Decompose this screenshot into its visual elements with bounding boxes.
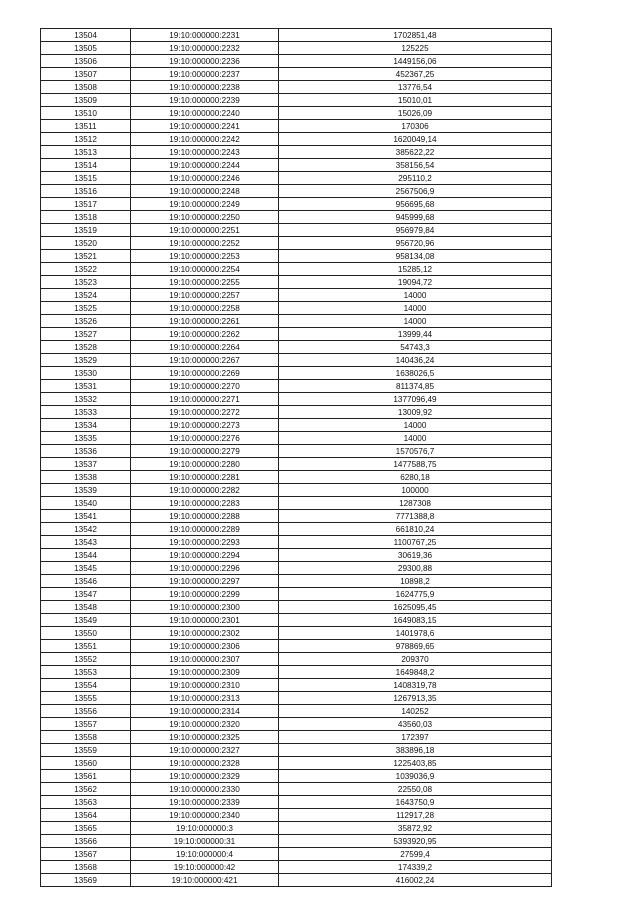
row-number-cell: 13509 bbox=[41, 94, 131, 107]
table-row bbox=[41, 81, 552, 94]
table-row bbox=[41, 562, 552, 575]
row-number-cell: 13517 bbox=[41, 198, 131, 211]
value-cell: 1449156,06 bbox=[279, 55, 552, 68]
table-row bbox=[41, 302, 552, 315]
cadastral-number-cell: 19:10:000000:2237 bbox=[131, 68, 279, 81]
table-row bbox=[41, 575, 552, 588]
row-number-cell: 13562 bbox=[41, 783, 131, 796]
cadastral-number-cell: 19:10:000000:2240 bbox=[131, 107, 279, 120]
row-number-cell: 13519 bbox=[41, 224, 131, 237]
row-number-cell: 13524 bbox=[41, 289, 131, 302]
table-row bbox=[41, 536, 552, 549]
table-row bbox=[41, 588, 552, 601]
value-cell: 174339,2 bbox=[279, 861, 552, 874]
table-row bbox=[41, 198, 552, 211]
table-row bbox=[41, 614, 552, 627]
value-cell: 1100767,25 bbox=[279, 536, 552, 549]
cadastral-number-cell: 19:10:000000:2243 bbox=[131, 146, 279, 159]
cadastral-number-cell: 19:10:000000:2249 bbox=[131, 198, 279, 211]
row-number-cell: 13533 bbox=[41, 406, 131, 419]
row-number-cell: 13532 bbox=[41, 393, 131, 406]
row-number-cell: 13538 bbox=[41, 471, 131, 484]
value-cell: 1624775,9 bbox=[279, 588, 552, 601]
table-row bbox=[41, 276, 552, 289]
cadastral-number-cell: 19:10:000000:2270 bbox=[131, 380, 279, 393]
row-number-cell: 13557 bbox=[41, 718, 131, 731]
cadastral-number-cell: 19:10:000000:2329 bbox=[131, 770, 279, 783]
table-row bbox=[41, 796, 552, 809]
value-cell: 30619,36 bbox=[279, 549, 552, 562]
value-cell: 13776,54 bbox=[279, 81, 552, 94]
value-cell: 1649083,15 bbox=[279, 614, 552, 627]
table-row bbox=[41, 237, 552, 250]
row-number-cell: 13553 bbox=[41, 666, 131, 679]
row-number-cell: 13541 bbox=[41, 510, 131, 523]
value-cell: 6280,18 bbox=[279, 471, 552, 484]
value-cell: 1638026,5 bbox=[279, 367, 552, 380]
cadastral-number-cell: 19:10:000000:2327 bbox=[131, 744, 279, 757]
cadastral-number-cell: 19:10:000000:2280 bbox=[131, 458, 279, 471]
cadastral-number-cell: 19:10:000000:2238 bbox=[131, 81, 279, 94]
cadastral-number-cell: 19:10:000000:2299 bbox=[131, 588, 279, 601]
cadastral-number-cell: 19:10:000000:2255 bbox=[131, 276, 279, 289]
table-row bbox=[41, 29, 552, 42]
value-cell: 956720,96 bbox=[279, 237, 552, 250]
value-cell: 13009,92 bbox=[279, 406, 552, 419]
table-row bbox=[41, 458, 552, 471]
row-number-cell: 13537 bbox=[41, 458, 131, 471]
table-row bbox=[41, 809, 552, 822]
cadastral-number-cell: 19:10:000000:2248 bbox=[131, 185, 279, 198]
table-row bbox=[41, 627, 552, 640]
table-row bbox=[41, 666, 552, 679]
value-cell: 956979,84 bbox=[279, 224, 552, 237]
value-cell: 1643750,9 bbox=[279, 796, 552, 809]
value-cell: 1570576,7 bbox=[279, 445, 552, 458]
value-cell: 209370 bbox=[279, 653, 552, 666]
cadastral-number-cell: 19:10:000000:421 bbox=[131, 874, 279, 887]
cadastral-number-cell: 19:10:000000:2281 bbox=[131, 471, 279, 484]
table-row bbox=[41, 146, 552, 159]
table-row bbox=[41, 315, 552, 328]
row-number-cell: 13545 bbox=[41, 562, 131, 575]
row-number-cell: 13507 bbox=[41, 68, 131, 81]
row-number-cell: 13523 bbox=[41, 276, 131, 289]
row-number-cell: 13516 bbox=[41, 185, 131, 198]
row-number-cell: 13564 bbox=[41, 809, 131, 822]
cadastral-number-cell: 19:10:000000:2309 bbox=[131, 666, 279, 679]
value-cell: 416002,24 bbox=[279, 874, 552, 887]
row-number-cell: 13520 bbox=[41, 237, 131, 250]
row-number-cell: 13555 bbox=[41, 692, 131, 705]
table-row bbox=[41, 185, 552, 198]
table-row bbox=[41, 757, 552, 770]
row-number-cell: 13529 bbox=[41, 354, 131, 367]
cadastral-number-cell: 19:10:000000:2297 bbox=[131, 575, 279, 588]
table-row bbox=[41, 640, 552, 653]
cadastral-number-cell: 19:10:000000:2273 bbox=[131, 419, 279, 432]
table-row bbox=[41, 497, 552, 510]
table-row bbox=[41, 731, 552, 744]
cadastral-number-cell: 19:10:000000:2252 bbox=[131, 237, 279, 250]
cadastral-number-cell: 19:10:000000:2294 bbox=[131, 549, 279, 562]
value-cell: 140436,24 bbox=[279, 354, 552, 367]
row-number-cell: 13505 bbox=[41, 42, 131, 55]
cadastral-number-cell: 19:10:000000:2328 bbox=[131, 757, 279, 770]
cadastral-number-cell: 19:10:000000:2251 bbox=[131, 224, 279, 237]
cadastral-number-cell: 19:10:000000:2246 bbox=[131, 172, 279, 185]
table-row bbox=[41, 549, 552, 562]
table-row bbox=[41, 705, 552, 718]
cadastral-number-cell: 19:10:000000:2253 bbox=[131, 250, 279, 263]
value-cell: 7771388,8 bbox=[279, 510, 552, 523]
value-cell: 1625095,45 bbox=[279, 601, 552, 614]
row-number-cell: 13568 bbox=[41, 861, 131, 874]
table-row bbox=[41, 159, 552, 172]
value-cell: 811374,85 bbox=[279, 380, 552, 393]
row-number-cell: 13514 bbox=[41, 159, 131, 172]
row-number-cell: 13549 bbox=[41, 614, 131, 627]
row-number-cell: 13515 bbox=[41, 172, 131, 185]
cadastral-number-cell: 19:10:000000:4 bbox=[131, 848, 279, 861]
cadastral-number-cell: 19:10:000000:2231 bbox=[131, 29, 279, 42]
cadastral-number-cell: 19:10:000000:2325 bbox=[131, 731, 279, 744]
table-row bbox=[41, 354, 552, 367]
row-number-cell: 13554 bbox=[41, 679, 131, 692]
value-cell: 19094,72 bbox=[279, 276, 552, 289]
row-number-cell: 13534 bbox=[41, 419, 131, 432]
table-row bbox=[41, 861, 552, 874]
row-number-cell: 13512 bbox=[41, 133, 131, 146]
cadastral-number-cell: 19:10:000000:2339 bbox=[131, 796, 279, 809]
table-row bbox=[41, 107, 552, 120]
cadastral-number-cell: 19:10:000000:2330 bbox=[131, 783, 279, 796]
cadastral-number-cell: 19:10:000000:2250 bbox=[131, 211, 279, 224]
cadastral-number-cell: 19:10:000000:2254 bbox=[131, 263, 279, 276]
value-cell: 1225403,85 bbox=[279, 757, 552, 770]
cadastral-number-cell: 19:10:000000:2264 bbox=[131, 341, 279, 354]
row-number-cell: 13506 bbox=[41, 55, 131, 68]
table-row bbox=[41, 68, 552, 81]
value-cell: 100000 bbox=[279, 484, 552, 497]
table-row bbox=[41, 341, 552, 354]
value-cell: 15285,12 bbox=[279, 263, 552, 276]
cadastral-number-cell: 19:10:000000:2282 bbox=[131, 484, 279, 497]
value-cell: 1702851,48 bbox=[279, 29, 552, 42]
cadastral-number-cell: 19:10:000000:2239 bbox=[131, 94, 279, 107]
value-cell: 661810,24 bbox=[279, 523, 552, 536]
row-number-cell: 13550 bbox=[41, 627, 131, 640]
row-number-cell: 13556 bbox=[41, 705, 131, 718]
table-row bbox=[41, 783, 552, 796]
cadastral-number-cell: 19:10:000000:2267 bbox=[131, 354, 279, 367]
cadastral-number-cell: 19:10:000000:2289 bbox=[131, 523, 279, 536]
value-cell: 1649848,2 bbox=[279, 666, 552, 679]
table-row bbox=[41, 523, 552, 536]
value-cell: 945999,68 bbox=[279, 211, 552, 224]
cadastral-number-cell: 19:10:000000:2257 bbox=[131, 289, 279, 302]
row-number-cell: 13559 bbox=[41, 744, 131, 757]
cadastral-number-cell: 19:10:000000:42 bbox=[131, 861, 279, 874]
cadastral-number-cell: 19:10:000000:2262 bbox=[131, 328, 279, 341]
value-cell: 295110,2 bbox=[279, 172, 552, 185]
row-number-cell: 13525 bbox=[41, 302, 131, 315]
row-number-cell: 13542 bbox=[41, 523, 131, 536]
table-row bbox=[41, 211, 552, 224]
row-number-cell: 13510 bbox=[41, 107, 131, 120]
row-number-cell: 13508 bbox=[41, 81, 131, 94]
table-row bbox=[41, 471, 552, 484]
row-number-cell: 13518 bbox=[41, 211, 131, 224]
row-number-cell: 13528 bbox=[41, 341, 131, 354]
value-cell: 978869,65 bbox=[279, 640, 552, 653]
cadastral-number-cell: 19:10:000000:2283 bbox=[131, 497, 279, 510]
table-row bbox=[41, 263, 552, 276]
table-row bbox=[41, 835, 552, 848]
row-number-cell: 13522 bbox=[41, 263, 131, 276]
row-number-cell: 13536 bbox=[41, 445, 131, 458]
cadastral-number-cell: 19:10:000000:2276 bbox=[131, 432, 279, 445]
row-number-cell: 13544 bbox=[41, 549, 131, 562]
value-cell: 10898,2 bbox=[279, 575, 552, 588]
table-row bbox=[41, 42, 552, 55]
value-cell: 1267913,35 bbox=[279, 692, 552, 705]
cadastral-number-cell: 19:10:000000:3 bbox=[131, 822, 279, 835]
row-number-cell: 13558 bbox=[41, 731, 131, 744]
cadastral-number-cell: 19:10:000000:2232 bbox=[131, 42, 279, 55]
row-number-cell: 13569 bbox=[41, 874, 131, 887]
value-cell: 14000 bbox=[279, 315, 552, 328]
value-cell: 170306 bbox=[279, 120, 552, 133]
row-number-cell: 13566 bbox=[41, 835, 131, 848]
cadastral-number-cell: 19:10:000000:2244 bbox=[131, 159, 279, 172]
cadastral-number-cell: 19:10:000000:2302 bbox=[131, 627, 279, 640]
cadastral-number-cell: 19:10:000000:2307 bbox=[131, 653, 279, 666]
value-cell: 14000 bbox=[279, 432, 552, 445]
table-row bbox=[41, 484, 552, 497]
row-number-cell: 13567 bbox=[41, 848, 131, 861]
table-row bbox=[41, 744, 552, 757]
row-number-cell: 13563 bbox=[41, 796, 131, 809]
row-number-cell: 13504 bbox=[41, 29, 131, 42]
value-cell: 112917,28 bbox=[279, 809, 552, 822]
value-cell: 958134,08 bbox=[279, 250, 552, 263]
table-row bbox=[41, 172, 552, 185]
table-row bbox=[41, 55, 552, 68]
value-cell: 15010,01 bbox=[279, 94, 552, 107]
table-row bbox=[41, 289, 552, 302]
value-cell: 1377096,49 bbox=[279, 393, 552, 406]
cadastral-number-cell: 19:10:000000:2279 bbox=[131, 445, 279, 458]
value-cell: 14000 bbox=[279, 419, 552, 432]
table-row bbox=[41, 393, 552, 406]
table-row bbox=[41, 406, 552, 419]
table-body bbox=[41, 29, 552, 887]
value-cell: 54743,3 bbox=[279, 341, 552, 354]
value-cell: 2567506,9 bbox=[279, 185, 552, 198]
row-number-cell: 13527 bbox=[41, 328, 131, 341]
value-cell: 1039036,9 bbox=[279, 770, 552, 783]
cadastral-number-cell: 19:10:000000:2272 bbox=[131, 406, 279, 419]
row-number-cell: 13551 bbox=[41, 640, 131, 653]
value-cell: 27599,4 bbox=[279, 848, 552, 861]
table-row bbox=[41, 419, 552, 432]
value-cell: 22550,08 bbox=[279, 783, 552, 796]
table-row bbox=[41, 679, 552, 692]
value-cell: 452367,25 bbox=[279, 68, 552, 81]
table-row bbox=[41, 692, 552, 705]
table-row bbox=[41, 133, 552, 146]
cadastral-number-cell: 19:10:000000:2269 bbox=[131, 367, 279, 380]
table-row bbox=[41, 120, 552, 133]
row-number-cell: 13535 bbox=[41, 432, 131, 445]
value-cell: 1287308 bbox=[279, 497, 552, 510]
cadastral-number-cell: 19:10:000000:2293 bbox=[131, 536, 279, 549]
cadastral-number-cell: 19:10:000000:2236 bbox=[131, 55, 279, 68]
row-number-cell: 13565 bbox=[41, 822, 131, 835]
row-number-cell: 13539 bbox=[41, 484, 131, 497]
cadastral-number-cell: 19:10:000000:2340 bbox=[131, 809, 279, 822]
row-number-cell: 13530 bbox=[41, 367, 131, 380]
row-number-cell: 13561 bbox=[41, 770, 131, 783]
table-row bbox=[41, 653, 552, 666]
cadastral-number-cell: 19:10:000000:2241 bbox=[131, 120, 279, 133]
cadastral-number-cell: 19:10:000000:31 bbox=[131, 835, 279, 848]
cadastral-number-cell: 19:10:000000:2258 bbox=[131, 302, 279, 315]
value-cell: 43560,03 bbox=[279, 718, 552, 731]
value-cell: 383896,18 bbox=[279, 744, 552, 757]
table-row bbox=[41, 718, 552, 731]
value-cell: 385622,22 bbox=[279, 146, 552, 159]
value-cell: 5393920,95 bbox=[279, 835, 552, 848]
row-number-cell: 13526 bbox=[41, 315, 131, 328]
value-cell: 125225 bbox=[279, 42, 552, 55]
table-row bbox=[41, 445, 552, 458]
value-cell: 35872,92 bbox=[279, 822, 552, 835]
row-number-cell: 13552 bbox=[41, 653, 131, 666]
cadastral-number-cell: 19:10:000000:2306 bbox=[131, 640, 279, 653]
table-row bbox=[41, 874, 552, 887]
row-number-cell: 13546 bbox=[41, 575, 131, 588]
value-cell: 15026,09 bbox=[279, 107, 552, 120]
row-number-cell: 13547 bbox=[41, 588, 131, 601]
cadastral-number-cell: 19:10:000000:2300 bbox=[131, 601, 279, 614]
cadastral-number-cell: 19:10:000000:2310 bbox=[131, 679, 279, 692]
cadastral-number-cell: 19:10:000000:2313 bbox=[131, 692, 279, 705]
row-number-cell: 13531 bbox=[41, 380, 131, 393]
value-cell: 14000 bbox=[279, 289, 552, 302]
cadastral-number-cell: 19:10:000000:2314 bbox=[131, 705, 279, 718]
row-number-cell: 13548 bbox=[41, 601, 131, 614]
value-cell: 1620049,14 bbox=[279, 133, 552, 146]
cadastral-number-cell: 19:10:000000:2271 bbox=[131, 393, 279, 406]
value-cell: 956695,68 bbox=[279, 198, 552, 211]
table-row bbox=[41, 328, 552, 341]
value-cell: 29300,88 bbox=[279, 562, 552, 575]
table-row bbox=[41, 601, 552, 614]
table-row bbox=[41, 94, 552, 107]
table-row bbox=[41, 380, 552, 393]
value-cell: 14000 bbox=[279, 302, 552, 315]
row-number-cell: 13540 bbox=[41, 497, 131, 510]
table-row bbox=[41, 224, 552, 237]
row-number-cell: 13511 bbox=[41, 120, 131, 133]
table-row bbox=[41, 848, 552, 861]
row-number-cell: 13560 bbox=[41, 757, 131, 770]
table-row bbox=[41, 770, 552, 783]
cadastral-number-cell: 19:10:000000:2301 bbox=[131, 614, 279, 627]
cadastral-number-cell: 19:10:000000:2288 bbox=[131, 510, 279, 523]
cadastral-number-cell: 19:10:000000:2261 bbox=[131, 315, 279, 328]
table-row bbox=[41, 367, 552, 380]
value-cell: 172397 bbox=[279, 731, 552, 744]
table-row bbox=[41, 822, 552, 835]
value-cell: 358156,54 bbox=[279, 159, 552, 172]
value-cell: 1401978,6 bbox=[279, 627, 552, 640]
row-number-cell: 13521 bbox=[41, 250, 131, 263]
cadastral-number-cell: 19:10:000000:2320 bbox=[131, 718, 279, 731]
cadastral-number-cell: 19:10:000000:2242 bbox=[131, 133, 279, 146]
table-row bbox=[41, 432, 552, 445]
value-cell: 1477588,75 bbox=[279, 458, 552, 471]
table-row bbox=[41, 510, 552, 523]
cadastral-number-cell: 19:10:000000:2296 bbox=[131, 562, 279, 575]
value-cell: 13999,44 bbox=[279, 328, 552, 341]
value-cell: 140252 bbox=[279, 705, 552, 718]
row-number-cell: 13513 bbox=[41, 146, 131, 159]
table-row bbox=[41, 250, 552, 263]
row-number-cell: 13543 bbox=[41, 536, 131, 549]
data-table bbox=[40, 28, 552, 887]
value-cell: 1408319,78 bbox=[279, 679, 552, 692]
